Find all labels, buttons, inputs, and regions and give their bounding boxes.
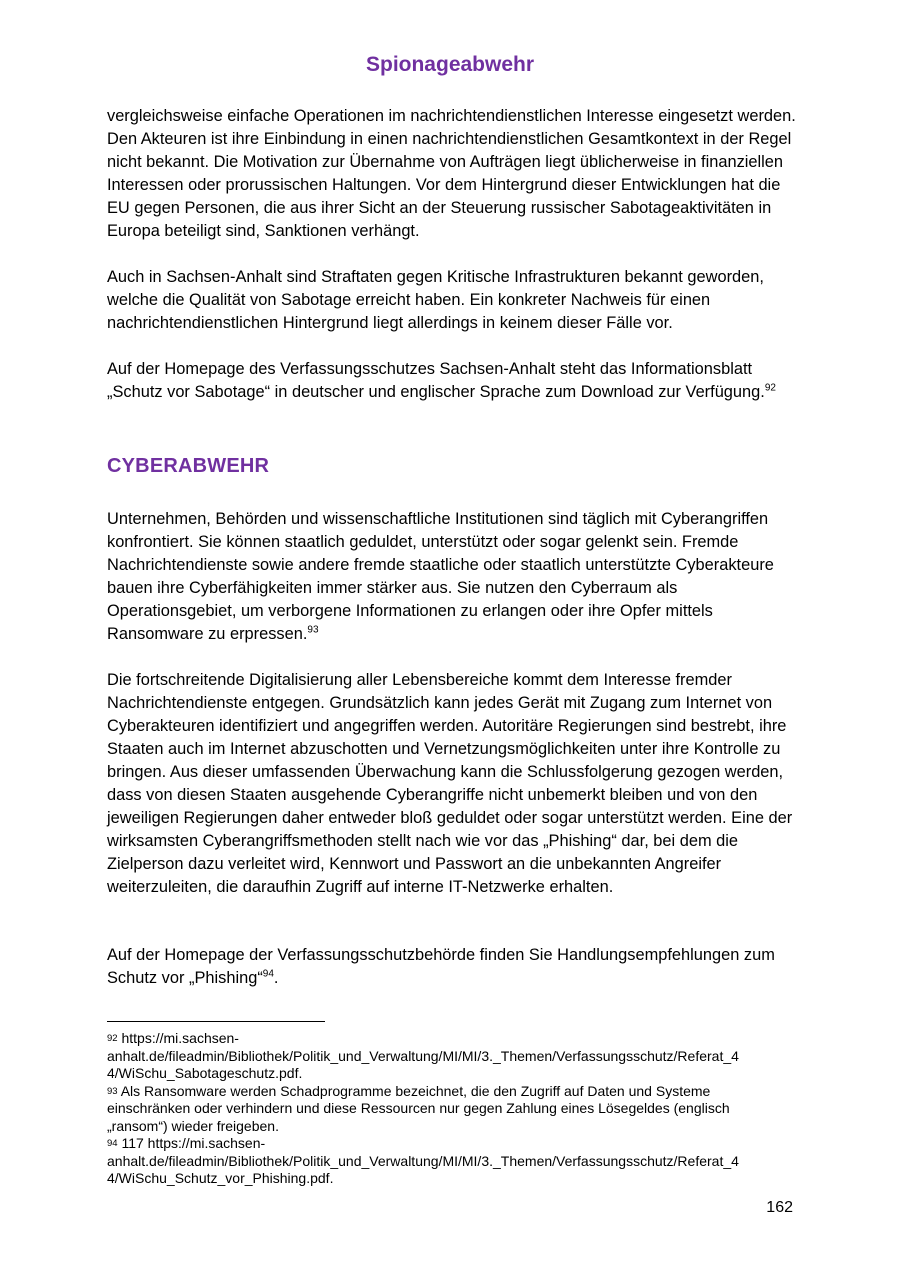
running-header-title: Spionageabwehr (365, 53, 535, 76)
footnote-link-text[interactable]: 117 https://mi.sachsen- (121, 1135, 266, 1151)
footnote-ref-94[interactable]: 94 (262, 968, 274, 980)
footnote-number: 92 (107, 1033, 118, 1044)
footnote-link-text[interactable]: 4/WiSchu_Sabotageschutz.pdf. (107, 1065, 303, 1081)
footnote-number: 94 (107, 1138, 118, 1149)
paragraph-sabotage-motivation (107, 105, 797, 243)
footnotes-block (107, 1030, 797, 1188)
footnote-text: „ransom“) wieder freigeben. (107, 1117, 279, 1134)
paragraph-text: Auf der Homepage der Verfassungsschutzbehörde finden Sie Handlungsempfehlungen zum Schutz vor „Phishing“ (107, 946, 775, 987)
paragraph-text: Unternehmen, Behörden und wissenschaftliche Institutionen sind täglich mit Cyberangriffen konfrontiert. Sie können staatlich geduldet, unterstützt oder sogar gelenkt sein. Fremde Nachrichtendienste sowie andere fremde staatliche oder staatlich unterstützte Cyberakteure bauen ihre Cyberfähigkeiten immer stärker aus. Sie nutzen den Cyberraum als Operationsgebiet, um verborgene Informationen zu erlangen oder ihre Opfer mittels Ransomware zu erpressen. (107, 510, 774, 643)
paragraph-text: Die fortschreitende Digitalisierung aller Lebensbereiche kommt dem Interesse fremder Nachrichtendienste entgegen. Grundsätzlich kann jedes Gerät mit Zugang zum Internet von Cyberakteuren identifiziert und angegriffen werden. Autoritäre Regierungen sind bestrebt, ihre Staaten auch im Internet abzuschotten und Vernetzungsmöglichkeiten unter ihre Kontrolle zu bringen. Aus dieser umfassenden Überwachung kann die Schlussfolgerung gezogen werden, dass von diesen Staaten ausgehende Cyberangriffe nicht unbemerkt bleiben und von den jeweiligen Regierungen daher entweder bloß geduldet oder sogar unterstützt werden. Eine der wirksamsten Cyberangriffsmethoden stellt nach wie vor das „Phishing“ dar, bei dem die Zielperson dazu verleitet wird, Kennwort und Passwort an die unbekannten Angreifer weiterzuleiten, die daraufhin Zugriff auf interne IT-Netzwerke erhalten. (107, 671, 793, 896)
footnote-ref-93[interactable]: 93 (307, 624, 319, 636)
paragraph-digitalisation (107, 669, 797, 899)
footnote-94 (107, 1135, 797, 1188)
footnote-number: 93 (107, 1085, 118, 1097)
footnote-text: Als Ransomware werden Schadprogramme bezeichnet, die den Zugriff auf Daten und Systeme (120, 1082, 711, 1099)
footnote-92 (107, 1030, 797, 1083)
footnote-text: einschränken oder verhindern und diese Ressourcen nur gegen Zahlung eines Lösegeldes (englisch (107, 1100, 730, 1116)
paragraph-text: Auf der Homepage des Verfassungsschutzes Sachsen-Anhalt steht das Informationsblatt „Schutz vor Sabotage“ in deutscher und englischer Sprache zum Download zur Verfügung. (107, 360, 765, 401)
paragraph-cyberattacks (107, 508, 797, 646)
footnote-link-text[interactable]: anhalt.de/fileadmin/Bibliothek/Politik_und_Verwaltung/MI/MI/3._Themen/Verfassungsschutz/Referat_4 (107, 1152, 739, 1169)
paragraph-sabotage-infosheet (107, 358, 797, 404)
footnote-93 (107, 1083, 797, 1136)
paragraph-end-punctuation: . (273, 969, 279, 987)
footnote-separator (107, 1021, 325, 1022)
footnote-link-text[interactable]: 4/WiSchu_Schutz_vor_Phishing.pdf. (107, 1170, 334, 1186)
paragraph-text: vergleichsweise einfache Operationen im nachrichtendienstlichen Interesse eingesetzt werden. Den Akteuren ist ihre Einbindung in einen nachrichtendienstlichen Gesamtkontext in der Regel nicht bekannt. Die Motivation zur Übernahme von Aufträgen liegt üblicherweise in finanziellen Interessen oder prorussischen Haltungen. Vor dem Hintergrund dieser Entwicklungen hat die EU gegen Personen, die aus ihrer Sicht an der Steuerung russischer Sabotageaktivitäten in Europa beteiligt sind, Sanktionen verhängt. (107, 107, 796, 240)
paragraph-sachsen-anhalt-infrastructure (107, 266, 797, 335)
paragraph-phishing-recommendations (107, 944, 797, 990)
footnote-link-text[interactable]: https://mi.sachsen- (121, 1030, 239, 1046)
footnote-link-text[interactable]: anhalt.de/fileadmin/Bibliothek/Politik_und_Verwaltung/MI/MI/3._Themen/Verfassungsschutz/Referat_4 (107, 1047, 739, 1064)
paragraph-text: Auch in Sachsen-Anhalt sind Straftaten gegen Kritische Infrastrukturen bekannt geworden, welche die Qualität von Sabotage erreicht haben. Ein konkreter Nachweis für einen nachrichtendienstlichen Hintergrund liegt allerdings in keinem dieser Fälle vor. (107, 268, 764, 332)
footnote-ref-92[interactable]: 92 (764, 382, 776, 394)
page-number: 162 (766, 1199, 793, 1216)
section-heading-cyberabwehr: CYBERABWEHR (107, 455, 270, 477)
